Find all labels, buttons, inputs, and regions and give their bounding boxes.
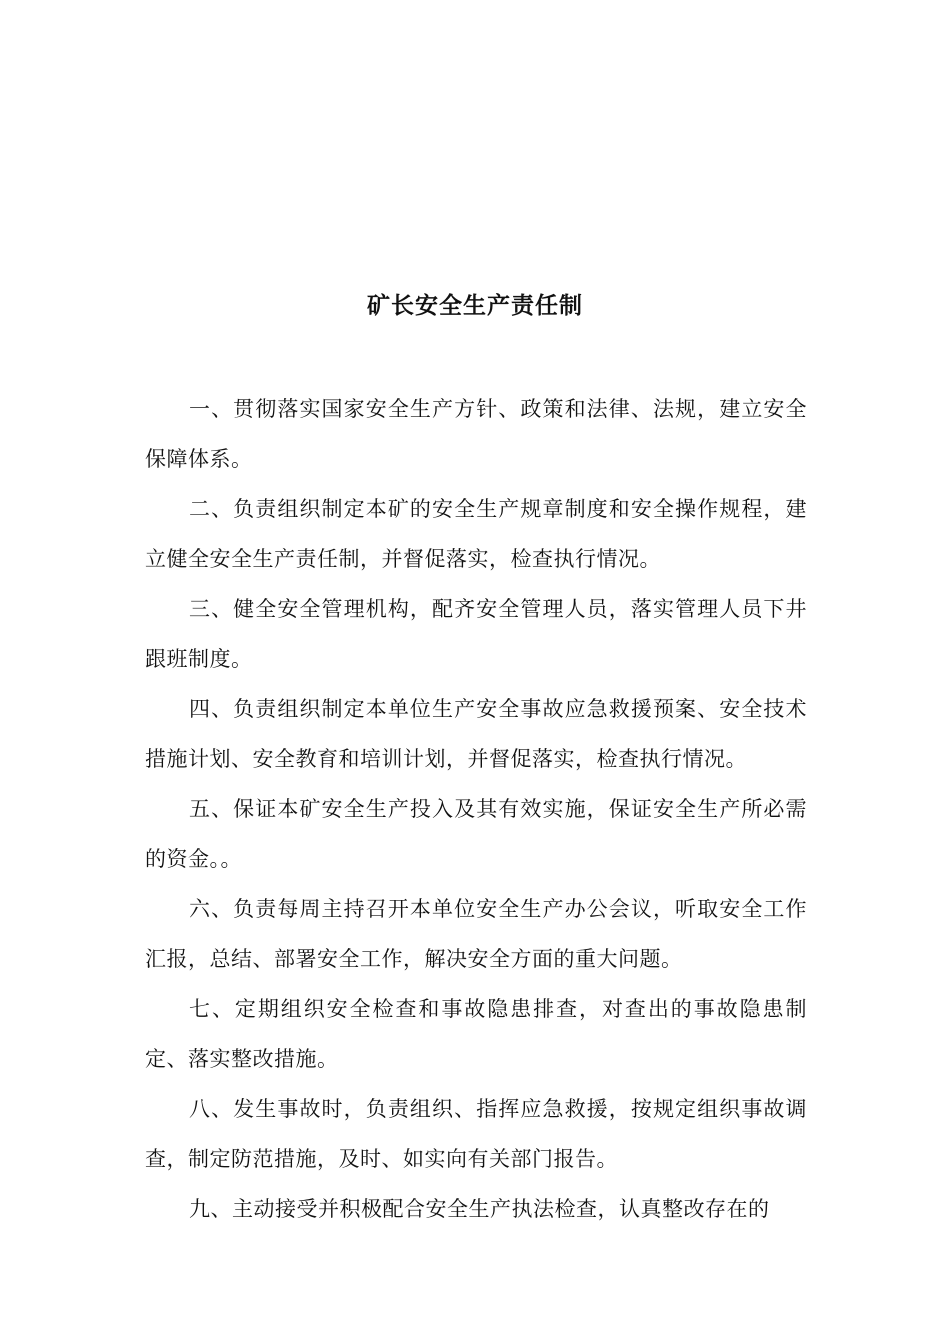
paragraph-3: 三、健全安全管理机构，配齐安全管理人员，落实管理人员下井跟班制度。 <box>145 597 807 671</box>
document-body <box>145 384 807 1234</box>
paragraph-5: 五、保证本矿安全生产投入及其有效实施，保证安全生产所必需的资金。。 <box>145 797 807 871</box>
paragraph-9: 九、主动接受并积极配合安全生产执法检查，认真整改存在的 <box>189 1197 770 1221</box>
paragraph-6: 六、负责每周主持召开本单位安全生产办公会议，听取安全工作汇报，总结、部署安全工作，解决安全方面的重大问题。 <box>145 897 807 971</box>
paragraph-2: 二、负责组织制定本矿的安全生产规章制度和安全操作规程，建立健全安全生产责任制，并督促落实，检查执行情况。 <box>145 497 807 571</box>
document-title: 矿长安全生产责任制 <box>367 292 583 319</box>
paragraph-1: 一、贯彻落实国家安全生产方针、政策和法律、法规，建立安全保障体系。 <box>145 397 807 471</box>
paragraph-7: 七、定期组织安全检查和事故隐患排查，对查出的事故隐患制定、落实整改措施。 <box>145 997 807 1071</box>
paragraph-8: 八、发生事故时，负责组织、指挥应急救援，按规定组织事故调查，制定防范措施，及时、如实向有关部门报告。 <box>145 1097 807 1171</box>
paragraph-4: 四、负责组织制定本单位生产安全事故应急救援预案、安全技术措施计划、安全教育和培训计划，并督促落实，检查执行情况。 <box>145 697 807 771</box>
